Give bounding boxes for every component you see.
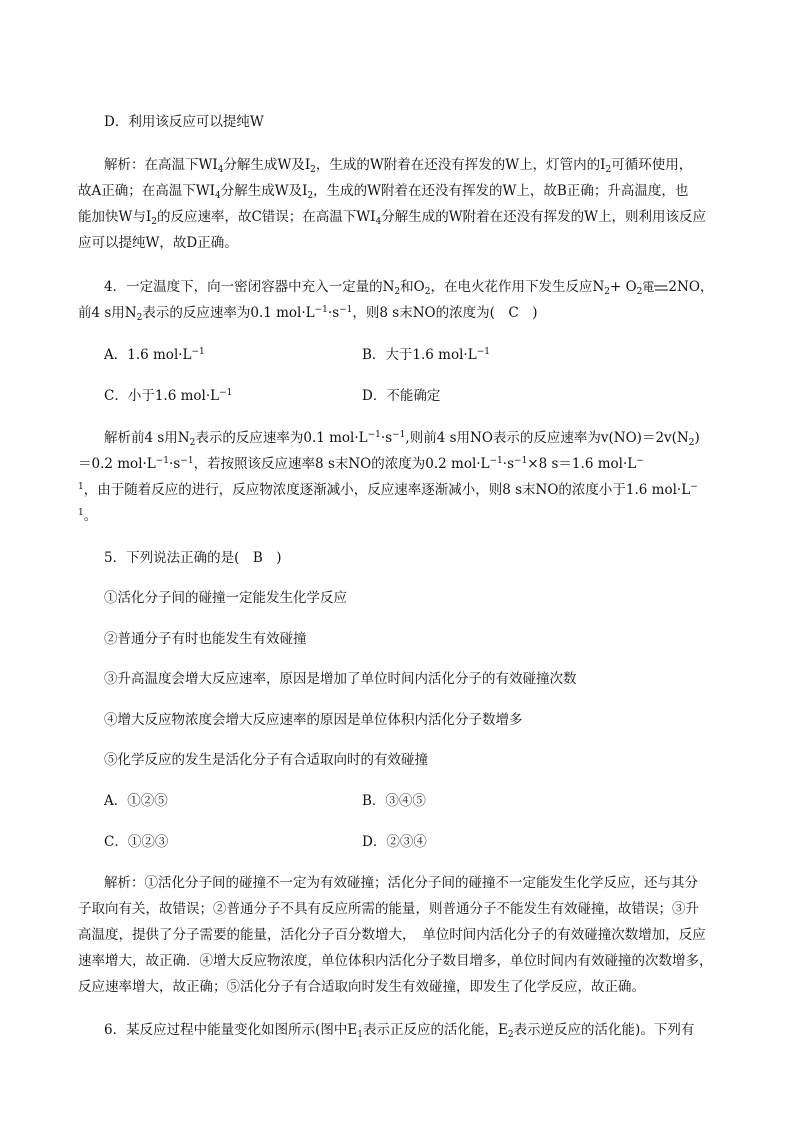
q3-explanation-line-2: 故A正确；在高温下$WI_4$分解生成W及$I_2$，生成的W附着在还没有挥发的W上，故B正确；升高温度，也 (78, 183, 689, 201)
q4-option-b: B．大于1.6 $mol\cdot L^{-1}$ (362, 347, 490, 363)
q4-option-c: C．小于1.6 $mol\cdot L^{-1}$ (104, 388, 233, 404)
q4-explanation-line-2: ＝0.2 $mol\cdot L^{-1}\cdot s^{-1}$，若按照该反应速率8 s末NO的浓度为0.2 $mol\cdot L^{-1}\cdot s^{-1}\times 8$ s＝1.6 mol·L− (78, 456, 644, 472)
q5-option-b: B．③④⑤ (362, 793, 426, 809)
q5-explanation-line-4: 速率增大，故正确．④增大反应物浓度，单位体积内活化分子数目增多，单位时间内有效碰撞的次数增多， (78, 953, 713, 969)
q5-explanation-line-5: 反应速率增大，故正确；⑤活化分子有合适取向时发生有效碰撞，即发生了化学反应，故正确。 (78, 979, 645, 995)
q5-statement-4: ④增大反应物浓度会增大反应速率的原因是单位体积内活化分子数增多 (104, 712, 523, 728)
q4-stem-line-2: 前4 s用$N_2$表示的反应速率为0.1 $mol\cdot L^{-1}\cdot s^{-1}$，则8 s末NO的浓度为( C ) (78, 305, 538, 323)
q5-option-c: C．①②③ (104, 834, 169, 850)
q5-explanation-line-2: 子取向有关，故错误；②普通分子不具有反应所需的能量，则普通分子不能发生有效碰撞，故错误；③升 (78, 901, 699, 917)
q3-explanation-line-1: 解析：在高温下$WI_4$分解生成W及$I_2$，生成的W附着在还没有挥发的W上，灯管内的$I_2$可循环使用， (104, 157, 693, 175)
q5-stem: 5．下列说法正确的是( B ) (104, 550, 282, 566)
equilibrium-arrow-icon (654, 283, 668, 293)
q5-statement-5: ⑤化学反应的发生是活化分子有合适取向时的有效碰撞 (104, 752, 428, 768)
q4-explanation-line-1: 解析前4 s用$N_2$表示的反应速率为0.1 $mol\cdot L^{-1}\cdot s^{-1}$,则前4 s用NO表示的反应速率为$v(NO)=2v(N_2)$ (104, 430, 700, 448)
q4-option-a: A．1.6 $mol\cdot L^{-1}$ (104, 347, 205, 363)
q4-explanation-line-4: $^1$。 (78, 508, 98, 524)
q4-option-d: D．不能确定 (362, 388, 441, 404)
q6-stem-line-1: 6．某反应过程中能量变化如图所示(图中$E_1$表示正反应的活化能，$E_2$表示逆反应的活化能)。下列有 (104, 1022, 695, 1040)
q3-explanation-line-4: 应可以提纯W，故D正确。 (78, 235, 238, 251)
q3-option-d: D．利用该反应可以提纯W (104, 114, 264, 130)
q5-explanation-line-1: 解析：①活化分子间的碰撞不一定为有效碰撞；活化分子间的碰撞不一定能发生化学反应，还与其分 (104, 875, 698, 891)
q4-stem-line-1: 4．一定温度下，向一密闭容器中充入一定量的$N_2$和$O_2$，在电火花作用下发生反应$N_2+ O_2$電 2NO， (104, 279, 714, 297)
q5-option-a: A．①②⑤ (104, 793, 168, 809)
q5-statement-1: ①活化分子间的碰撞一定能发生化学反应 (104, 590, 347, 606)
q5-option-d: D．②③④ (362, 834, 427, 850)
q3-explanation-line-3: 能加快W与$I_2$的反应速率，故C错误；在高温下$WI_4$分解生成的W附着在还没有挥发的W上，则利用该反应 (78, 209, 706, 227)
spark-condition: 電 (642, 277, 668, 297)
q4-explanation-line-3: $^1$，由于随着反应的进行，反应物浓度逐渐减小，反应速率逐渐减小，则8 s末NO的浓度小于1.6 mol·L− (78, 482, 698, 498)
q5-explanation-line-3: 高温度，提供了分子需要的能量，活化分子百分数增大， 单位时间内活化分子的有效碰撞次数增加，反应 (78, 927, 706, 943)
q5-statement-2: ②普通分子有时也能发生有效碰撞 (104, 631, 307, 647)
q5-statement-3: ③升高温度会增大反应速率，原因是增加了单位时间内活化分子的有效碰撞次数 (104, 671, 577, 687)
